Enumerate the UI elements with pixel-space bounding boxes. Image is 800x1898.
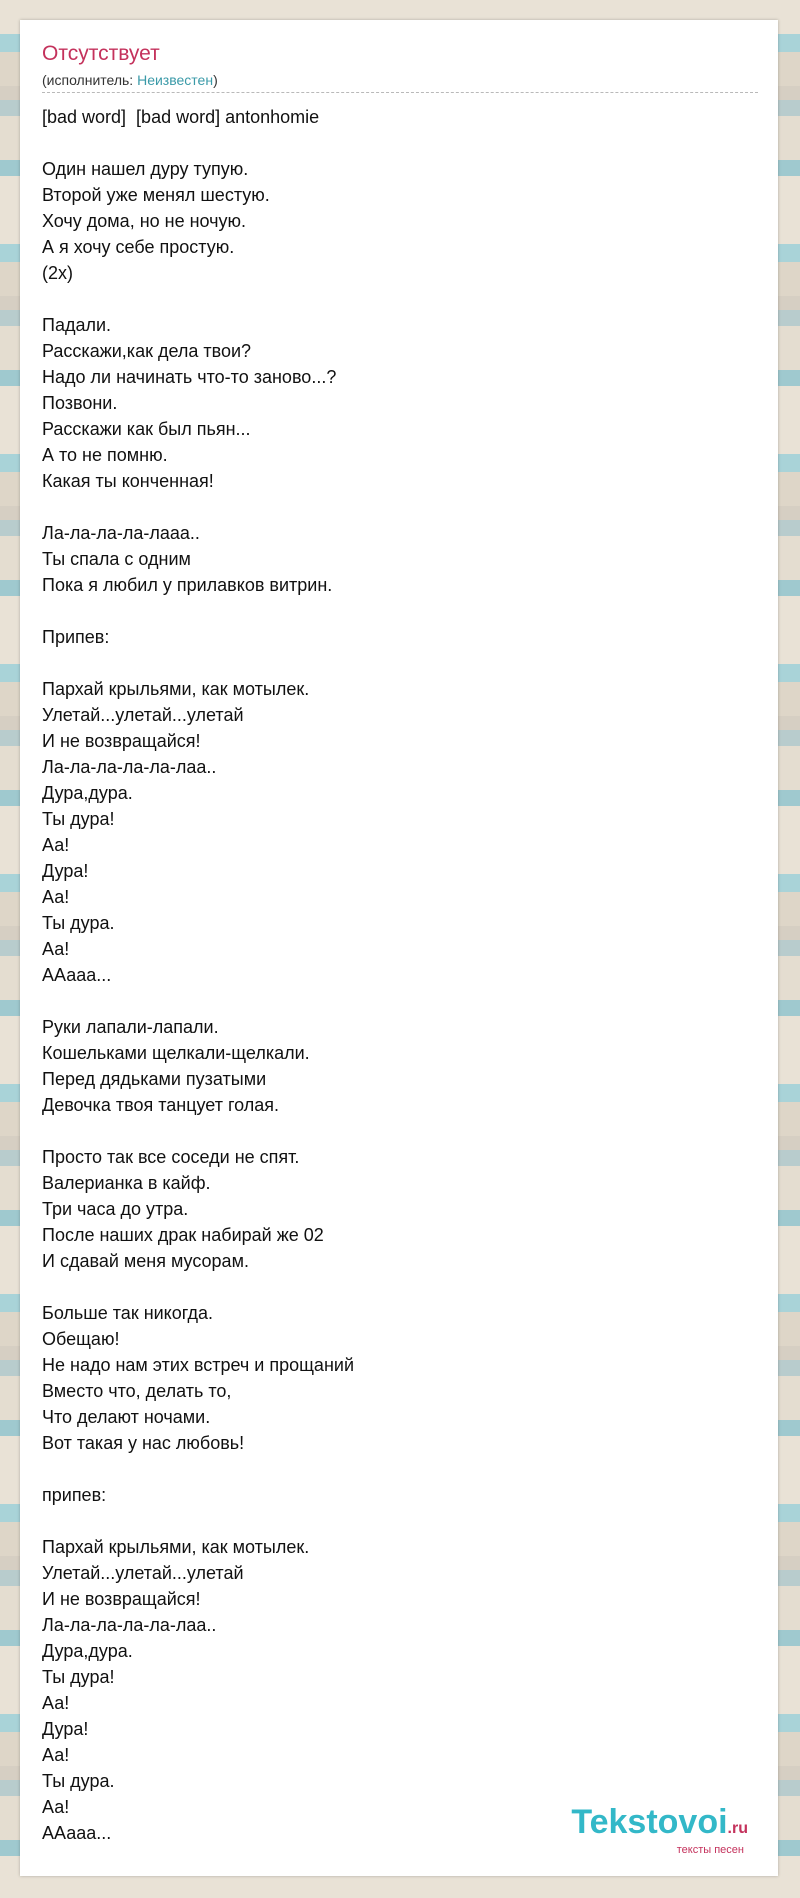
title-divider xyxy=(42,92,758,93)
lyrics-text: [bad word] [bad word] antonhomie Один нашел дуру тупую. Второй уже менял шестую. Хочу дома, но не ночую. А я хочу себе простую. (2х) Падали. Расскажи,как дела твои? Надо ли начинать что-то заново...? Позвони. Расскажи как был пьян... А то не помню. Какая ты конченная! Ла-ла-ла-ла-лааа.. Ты спала с одним Пока я любил у прилавков витрин. Припев: Пархай крыльями, как мотылек. Улетай...улетай...улетай И не возвращайся! Ла-ла-ла-ла-ла-лаа.. Дура,дура. Ты дура! Аа! Дура! Аа! Ты дура. Аа! ААааа... Руки лапали-лапали. Кошельками щелкали-щелкали. Перед дядьками пузатыми Девочка твоя танцует голая. Просто так все соседи не спят. Валерианка в кайф. Три часа до утра. После наших драк набирай же 02 И сдавай меня мусорам. Больше так никогда. Обещаю! Не надо нам этих встреч и прощаний Вместо что, делать то, Что делают ночами. Вот такая у нас любовь! припев: Пархай крыльями, как мотылек. Улетай...улетай...улетай И не возвращайся! Ла-ла-ла-ла-ла-лаа.. Дура,дура. Ты дура! Аа! Дура! Аа! Ты дура. Аа! ААааа... xyxy=(42,107,354,1843)
logo-main-text: Tekstovoi xyxy=(571,1803,728,1841)
artist-link[interactable]: Неизвестен xyxy=(137,72,214,88)
logo-tld: .ru xyxy=(727,1820,748,1837)
artist-suffix: ) xyxy=(213,72,218,88)
song-title: Отсутствует xyxy=(42,42,160,65)
logo-tagline: тексты песен xyxy=(676,1844,744,1856)
site-logo[interactable] xyxy=(571,1805,748,1856)
artist-prefix: (исполнитель: xyxy=(42,72,138,88)
artist-line xyxy=(42,72,218,88)
lyrics-card xyxy=(20,20,778,1876)
